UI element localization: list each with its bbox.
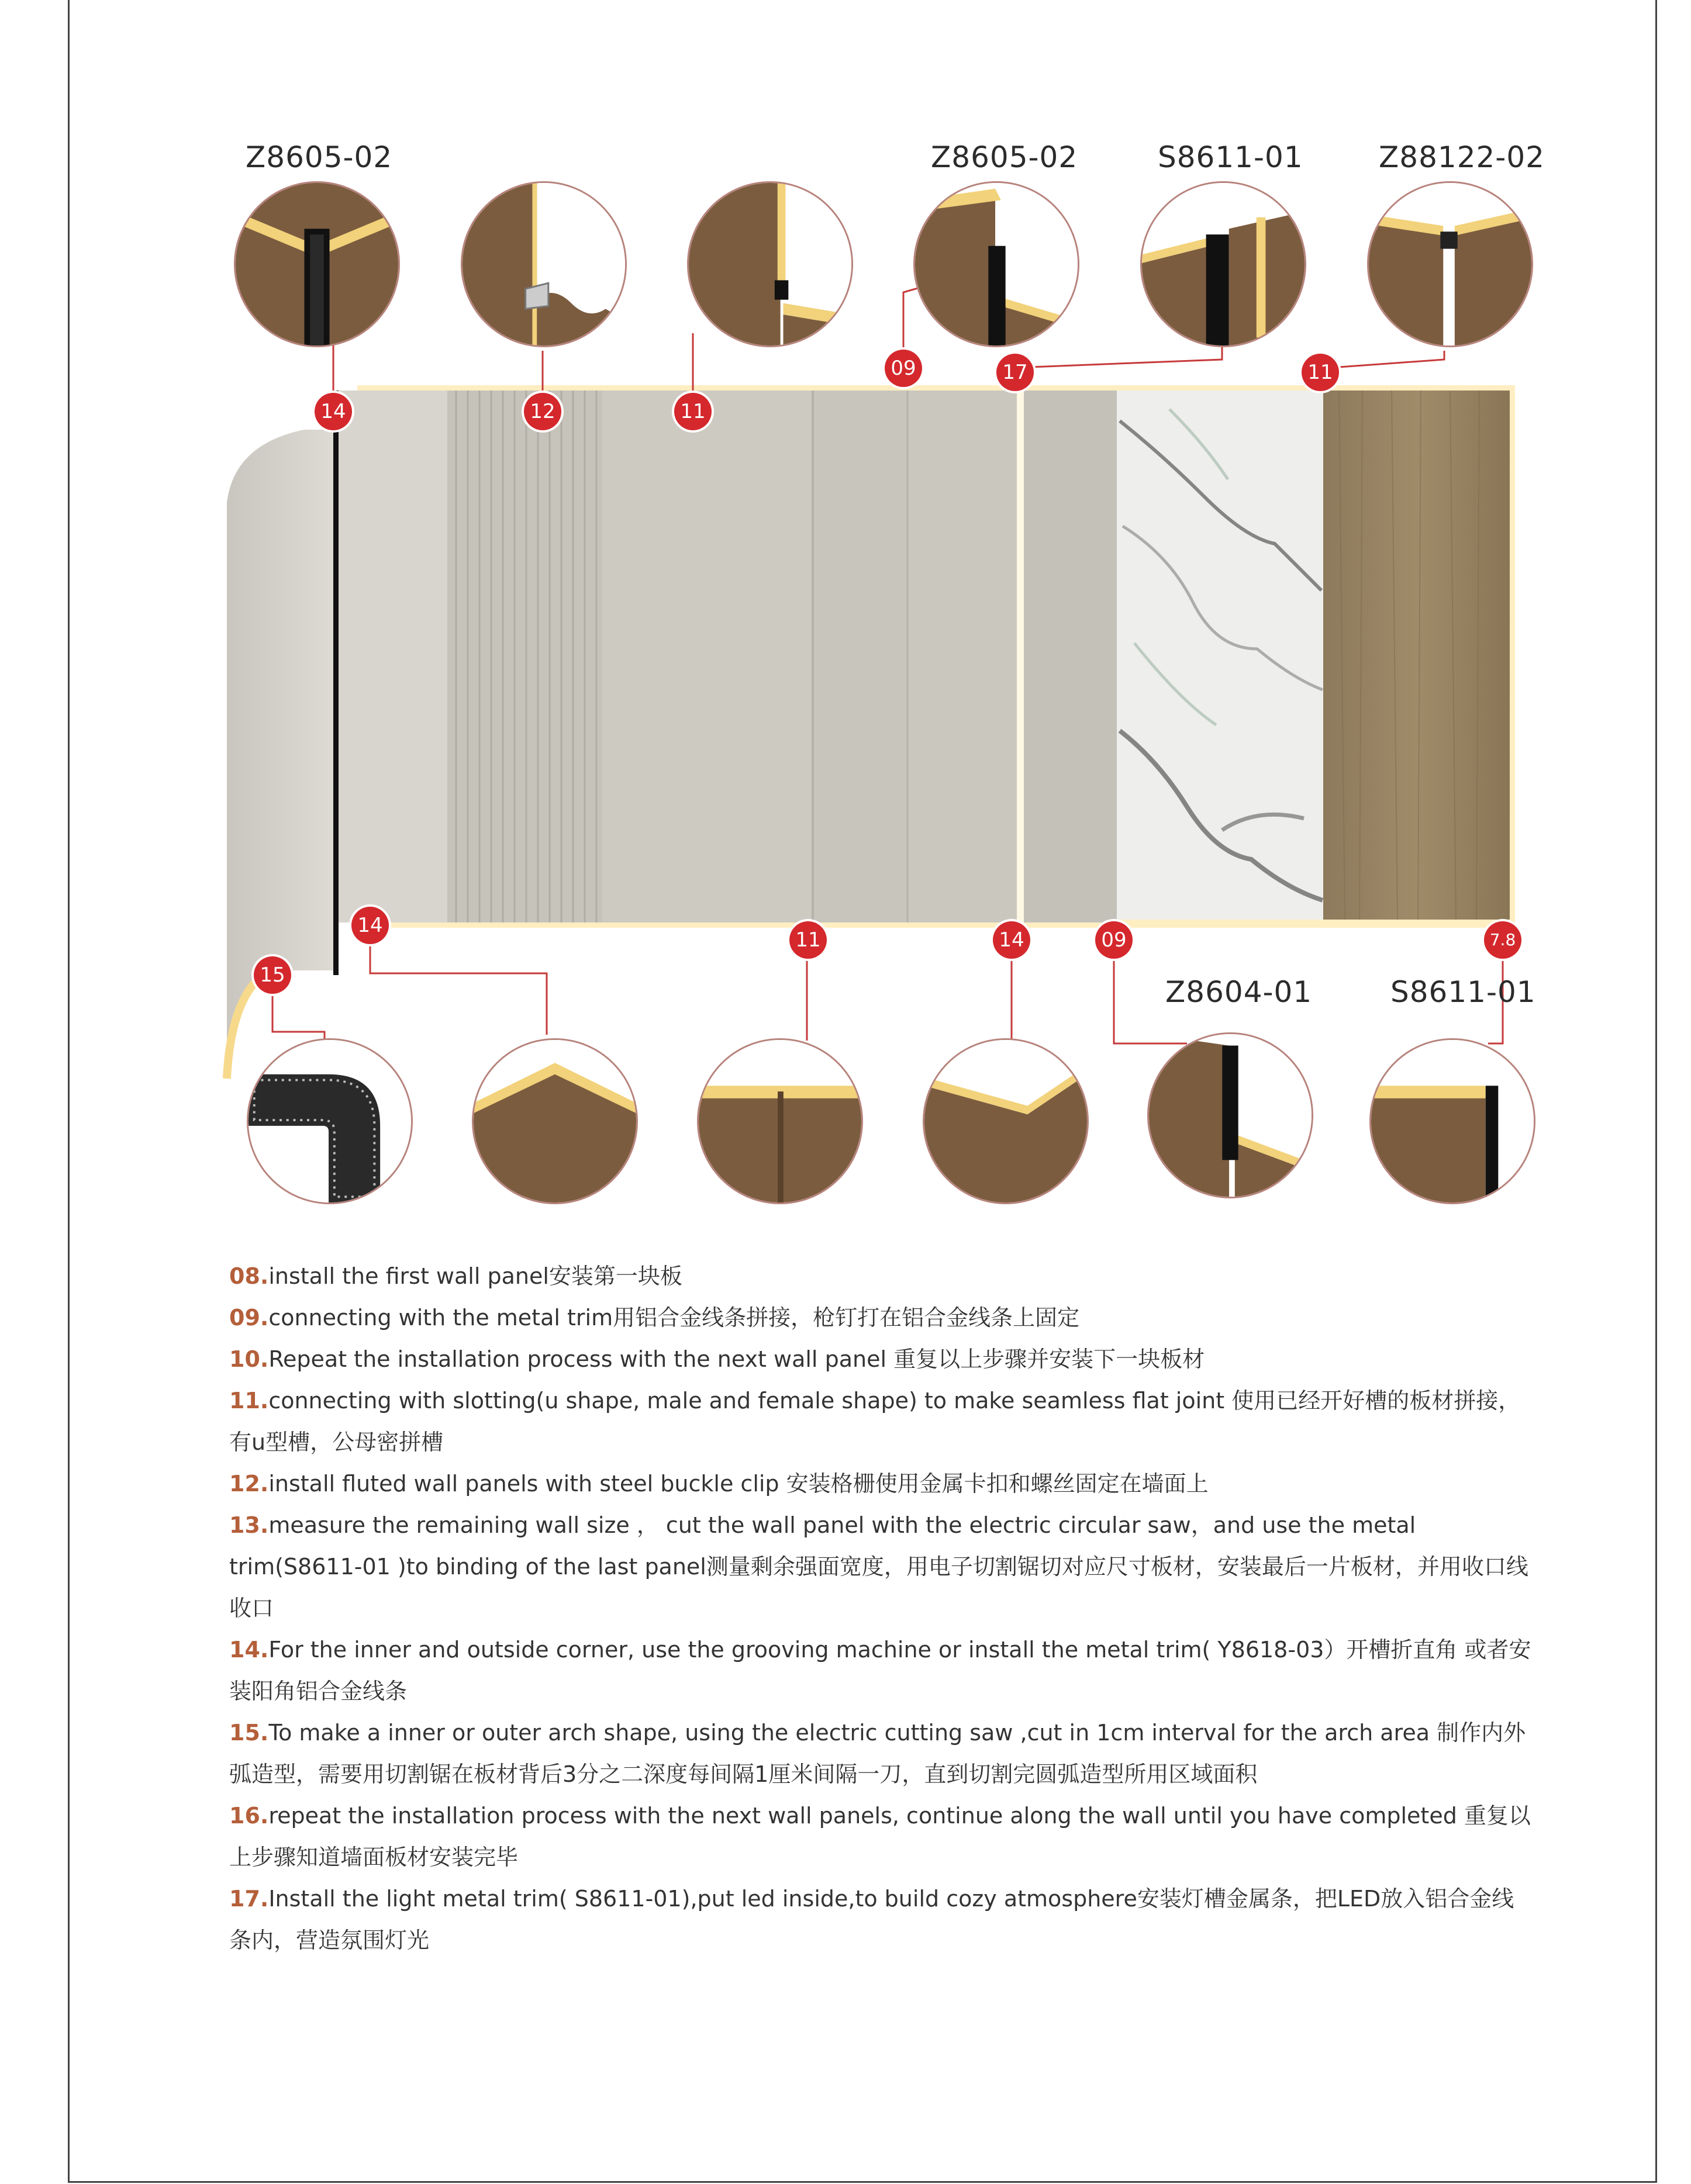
badge-11-bottom: 11 <box>789 921 827 959</box>
detail-circle-top-1 <box>234 181 400 347</box>
instruction-item: 11.connecting with slotting(u shape, male and female shape) to make seamless flat joint 使用已经开好槽的板材拼接，有u型槽，公母密拼槽 <box>229 1388 1521 1455</box>
code-label-bottom-6: S8611-01 <box>1390 975 1536 1009</box>
detail-circle-bottom-1 <box>247 1038 413 1204</box>
detail-circle-bottom-2 <box>472 1038 638 1204</box>
wood-panel <box>1323 391 1510 920</box>
badge-09-top: 09 <box>885 350 922 387</box>
badge-17: 17 <box>996 354 1034 391</box>
badge-12: 12 <box>524 393 561 430</box>
badge-11-top-right: 11 <box>1302 354 1339 391</box>
code-label-top-4: Z8605-02 <box>931 140 1078 174</box>
detail-circle-top-4 <box>913 181 1079 347</box>
detail-circle-top-6 <box>1367 181 1533 347</box>
code-label-top-5: S8611-01 <box>1158 140 1303 174</box>
badge-15: 15 <box>254 956 291 994</box>
instruction-item: 12.install fluted wall panels with steel buckle clip 安装格栅使用金属卡扣和螺丝固定在墙面上 <box>229 1471 1209 1497</box>
code-label-bottom-5: Z8604-01 <box>1165 975 1313 1009</box>
code-label-top-1: Z8605-02 <box>246 140 393 174</box>
code-label-top-6: Z88122-02 <box>1379 140 1545 174</box>
detail-circle-bottom-4 <box>923 1038 1089 1204</box>
detail-circle-top-5 <box>1140 181 1306 347</box>
instruction-item: 14.For the inner and outside corner, use the grooving machine or install the metal trim( Y8618-03）开槽折直角 或者安装阳角铝合金线条 <box>229 1637 1531 1704</box>
badge-14-top: 14 <box>315 393 352 430</box>
badge-14-bottom-left: 14 <box>351 907 389 944</box>
detail-circle-bottom-6 <box>1369 1038 1535 1204</box>
badge-14-bottom-mid: 14 <box>993 921 1030 959</box>
instruction-item: 09.connecting with the metal trim用铝合金线条拼接，枪钉打在铝合金线条上固定 <box>229 1305 1080 1331</box>
badge-7-8: 7.8 <box>1484 921 1521 959</box>
badge-09-bottom: 09 <box>1095 921 1133 959</box>
detail-circle-top-2 <box>461 181 627 347</box>
instruction-item: 17.Install the light metal trim( S8611-01),put led inside,to build cozy atmosphere安装灯槽金属条，把LED放入铝合金线条内，营造氛围灯光 <box>229 1886 1514 1953</box>
instruction-item: 13.measure the remaining wall size ， cut the wall panel with the electric circular saw，and use the metal trim(S8611-01 )to binding of the last panel测量剩余强面宽度，用电子切割锯切对应尺寸板材，安装最后一片板材，并用收口线收口 <box>229 1512 1528 1621</box>
instruction-item: 08.install the first wall panel安装第一块板 <box>229 1263 682 1289</box>
fluted-panel <box>447 391 602 922</box>
instruction-item: 15.To make a inner or outer arch shape, using the electric cutting saw ,cut in 1cm interval for the arch area 制作内外弧造型，需要用切割锯在板材背后3分之二深度每间隔1厘米间隔一刀，直到切割完圆弧造型所用区域面积 <box>229 1720 1526 1787</box>
detail-circle-top-3 <box>687 181 853 347</box>
instruction-item: 16.repeat the installation process with the next wall panels, continue along the wall until you have completed 重复以上步骤知道墙面板材安装完毕 <box>229 1803 1531 1870</box>
detail-circle-bottom-3 <box>697 1038 863 1204</box>
badge-11-top-left: 11 <box>674 393 712 430</box>
detail-circle-bottom-5 <box>1147 1032 1313 1198</box>
instruction-list <box>229 1256 1533 1961</box>
instruction-item: 10.Repeat the installation process with the next wall panel 重复以上步骤并安装下一块板材 <box>229 1346 1205 1372</box>
